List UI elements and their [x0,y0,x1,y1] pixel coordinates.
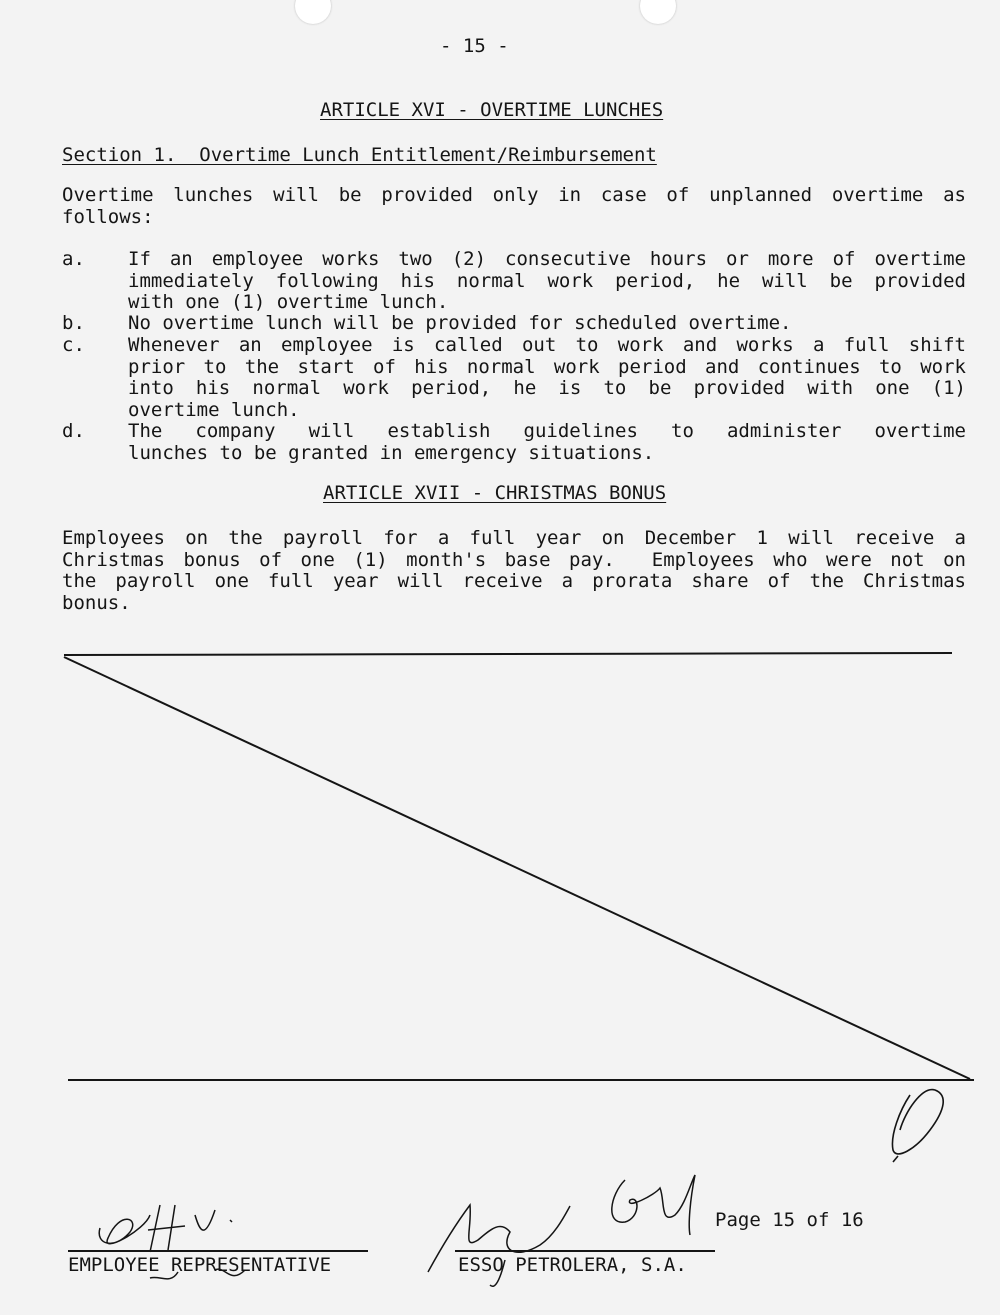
list-item-line: If an employee works two (2) consecutive hours or more of overtime [128,248,966,270]
list-item-line: immediately following his normal work period, he will be provided [128,269,966,292]
paragraph-line: the payroll one full year will receive a prorata share of the Christmas [62,570,966,592]
paragraph-line: Christmas bonus of one (1) month's base pay. Employees who were not on [62,548,966,571]
list-item-label: b. [62,312,85,334]
employee-representative-label: EMPLOYEE REPRESENTATIVE [68,1254,332,1276]
paragraph-line: Overtime lunches will be provided only in case of unplanned overtime as [62,184,966,206]
paragraph-line: Employees on the payroll for a full year on December 1 will receive a [62,527,966,549]
paragraph-line: bonus. [62,591,131,614]
list-item-label: d. [62,420,85,442]
company-label: ESSO PETROLERA, S.A. [458,1254,687,1276]
list-item-line: Whenever an employee is called out to work and works a full shift [128,334,966,356]
list-item-line: The company will establish guidelines to administer overtime [128,420,966,442]
list-item-line: No overtime lunch will be provided for scheduled overtime. [128,312,792,334]
section-1-title: Section 1. Overtime Lunch Entitlement/Reimbursement [62,144,657,166]
list-item-line: lunches to be granted in emergency situations. [128,441,655,464]
employee-signature-rule [68,1250,368,1252]
page-count-label: Page 15 of 16 [715,1209,864,1231]
company-signature-rule [455,1250,715,1252]
right-margin-initial [892,1090,943,1162]
article-16-title: ARTICLE XVI - OVERTIME LUNCHES [320,99,664,121]
list-item-line: with one (1) overtime lunch. [128,291,449,313]
article-17-title: ARTICLE XVII - CHRISTMAS BONUS [323,482,667,504]
list-item-line: overtime lunch. [128,398,300,421]
list-item-line: prior to the start of his normal work period and continues to work [128,355,966,378]
list-item-line: into his normal work period, he is to be provided with one (1) [128,377,966,399]
list-item-label: a. [62,248,85,270]
list-item-label: c. [62,334,85,356]
paragraph-line: follows: [62,205,154,228]
page-number-top: - 15 - [440,35,509,57]
